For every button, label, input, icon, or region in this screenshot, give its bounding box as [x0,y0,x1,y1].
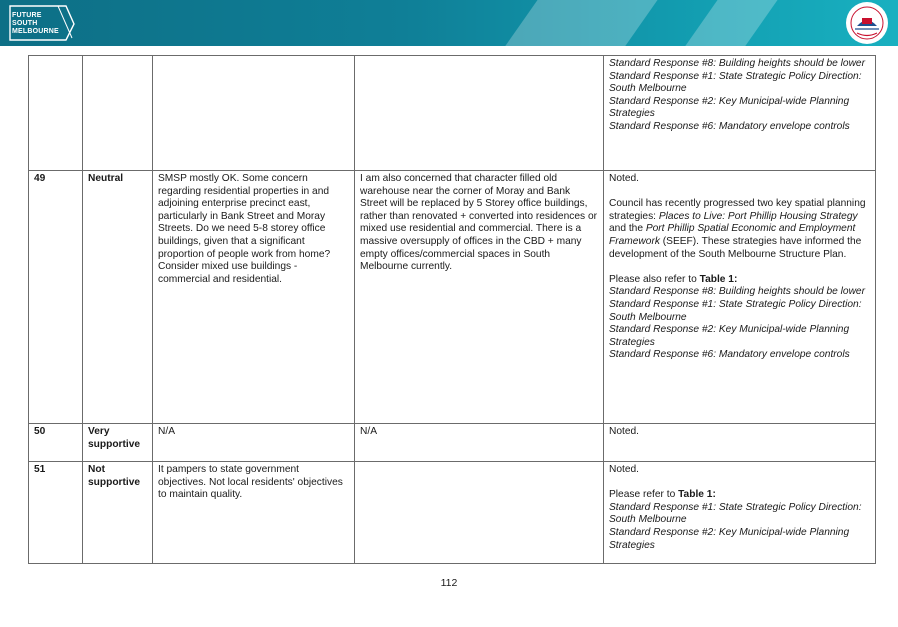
standard-response-ref: Standard Response #6: Mandatory envelope controls [609,120,850,132]
support-rating: Not supportive [83,462,153,564]
detail-cell: N/A [355,424,604,462]
support-rating [83,56,153,171]
comment-cell: SMSP mostly OK. Some concern regarding residential properties in and adjoining enterprise precinct east, particularly in Bank Street and Moray Streets. Do we need 5-8 storey office buildings, given that a significant proportion of people work from home? Consider mixed use buildings - commercial and residential. [153,171,355,424]
response-cell: Noted. [604,424,876,462]
support-rating: Very supportive [83,424,153,462]
response-cell [604,171,876,424]
detail-cell [355,462,604,564]
standard-response-ref: Standard Response #6: Mandatory envelope controls [609,349,850,361]
submission-number: 49 [29,171,83,424]
standard-response-ref: Standard Response #1: State Strategic Policy Direction: South Melbourne [609,298,862,323]
standard-response-ref: Standard Response #2: Key Municipal-wide Planning Strategies [609,526,850,551]
standard-response-ref: Standard Response #1: State Strategic Policy Direction: South Melbourne [609,70,862,95]
table-row [29,171,876,424]
response-refer: Please also refer to Table 1: Standard Response #8: Building heights should be lower Standard Response #1: State Strategic Policy Direction: South Melbourne Standard Response #2: Key Municipal-wide Planning Strategies Standard Response #6: Mandatory envelope controls [609,274,870,362]
banner-stripe [488,0,671,46]
comment-cell: N/A [153,424,355,462]
page-number: 112 [440,577,458,589]
submission-number: 50 [29,424,83,462]
comment-cell: It pampers to state government objectives. Not local residents' objectives to maintain quality. [153,462,355,564]
header-banner [0,0,898,46]
response-paragraph: Council has recently progressed two key spatial planning strategies: Places to Live: Port Phillip Housing Strategy and the Port Phillip Spatial Economic and Employment Framework (SEEF). These strategies have informed the development of the South Melbourne Structure Plan. [609,198,866,260]
comment-cell [153,56,355,171]
support-rating: Neutral [83,171,153,424]
table-row [29,56,876,171]
table-row [29,424,876,462]
response-cell [604,462,876,564]
detail-cell: I am also concerned that character filled old warehouse near the corner of Moray and Bank Street will be replaced by 5 Storey office buildings, rather than renovated + converted into residences or mixed use residential and commercial. There is a massive oversupply of offices in the CBD + many empty offices/commercial spaces in South Melbourne currently. [355,171,604,424]
standard-response-ref: Standard Response #2: Key Municipal-wide Planning Strategies [609,95,850,120]
standard-response-ref: Standard Response #1: State Strategic Policy Direction: South Melbourne [609,501,862,526]
city-of-port-phillip-seal [845,1,889,45]
submission-number [29,56,83,171]
submission-number: 51 [29,462,83,564]
banner-stripe [668,0,791,46]
standard-response-ref: Standard Response #8: Building heights should be lower [609,58,865,69]
logo-text: FUTURE SOUTH MELBOURNE [12,12,59,35]
response-refer: Please refer to Table 1: Standard Response #1: State Strategic Policy Direction: South Melbourne Standard Response #2: Key Municipal-wide Planning Strategies [609,489,870,552]
detail-cell [355,56,604,171]
response-noted: Noted. [609,173,640,184]
table-row [29,462,876,564]
response-table [28,55,876,564]
response-cell [604,56,876,171]
response-noted: Noted. [609,464,640,475]
standard-response-ref: Standard Response #8: Building heights should be lower [609,286,865,298]
standard-response-ref: Standard Response #2: Key Municipal-wide Planning Strategies [609,324,850,348]
